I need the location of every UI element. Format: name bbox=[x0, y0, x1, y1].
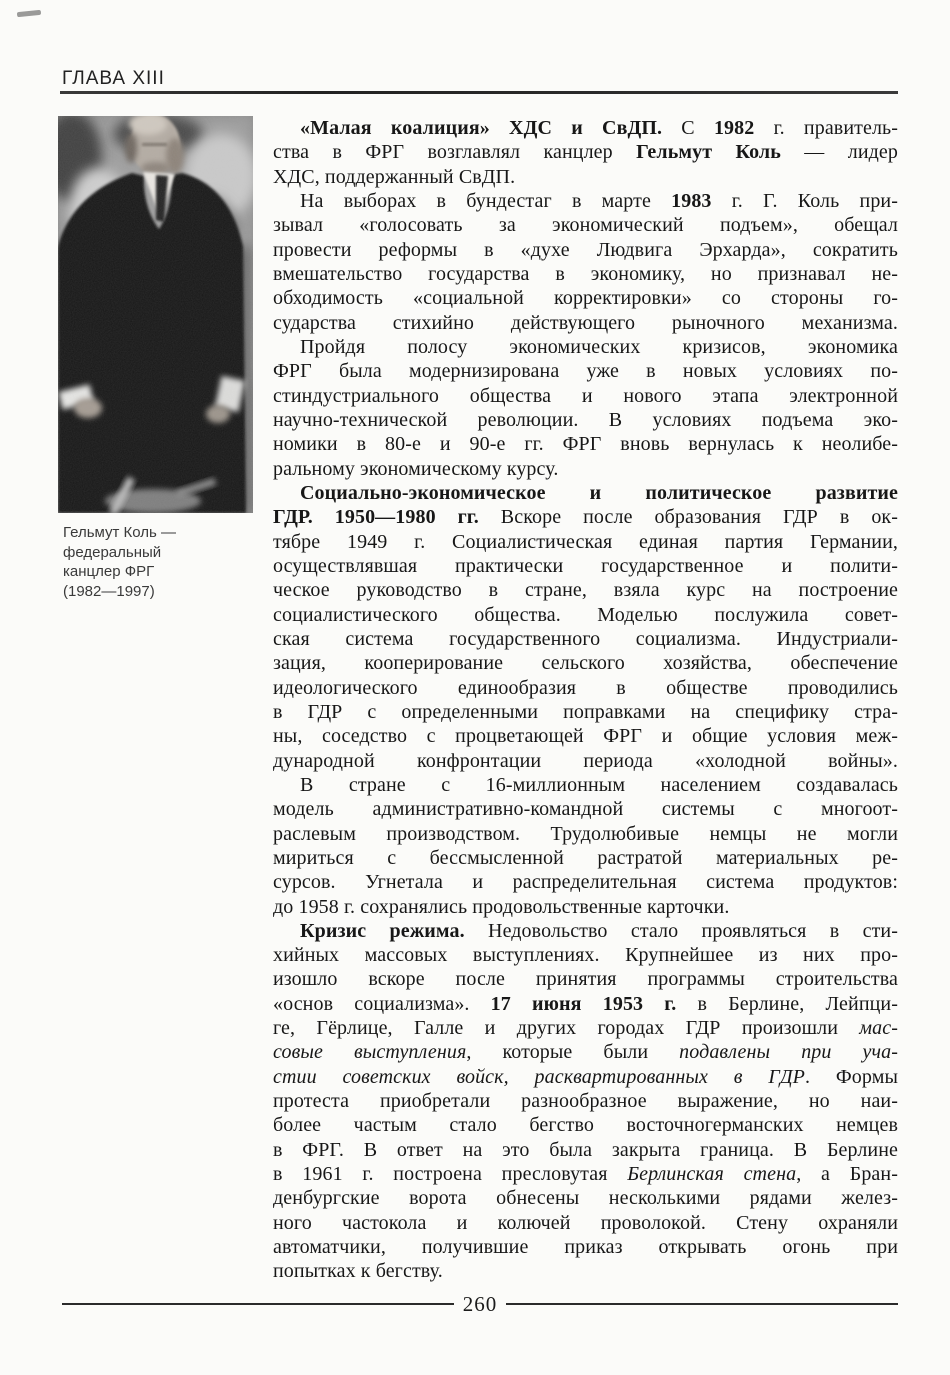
text-line bbox=[273, 749, 898, 773]
italic-run: совые выступления bbox=[273, 1041, 467, 1064]
text-line bbox=[273, 943, 898, 967]
text-run: — лидер bbox=[780, 141, 899, 164]
text-line bbox=[273, 238, 898, 262]
text-run: Недовольство стало проявляться в сти- bbox=[464, 919, 898, 942]
text-run: денбургские ворота обнесены несколькими рядами желез- bbox=[273, 1187, 898, 1210]
text-line bbox=[273, 213, 898, 237]
caption-line: Гельмут Коль — bbox=[63, 524, 177, 541]
text-line bbox=[273, 286, 898, 310]
text-line bbox=[273, 1113, 898, 1137]
text-run: вмешательство государства в экономику, но признавал не- bbox=[273, 262, 898, 285]
text-run: более частым стало бегство восточногерманских немцев bbox=[273, 1114, 898, 1137]
caption-line: федеральный bbox=[63, 543, 162, 561]
text-line bbox=[273, 1235, 898, 1259]
text-run: ФРГ была модернизирована уже в новых условиях по- bbox=[273, 360, 898, 383]
italic-run: мас- bbox=[859, 1017, 898, 1040]
bold-run: «Малая коалиция» ХДС и СвДП. bbox=[300, 117, 663, 139]
kohl-photo bbox=[58, 116, 253, 513]
text-line bbox=[273, 432, 898, 456]
text-line bbox=[273, 627, 898, 651]
text-run: сударства стихийно действующего рыночного механизма. bbox=[273, 311, 898, 334]
text-run: С bbox=[662, 117, 714, 139]
text-line bbox=[273, 895, 898, 919]
text-line bbox=[273, 1089, 898, 1113]
paragraph bbox=[273, 189, 898, 335]
text-run: дународной конфронтации периода «холодной войны». bbox=[273, 749, 898, 772]
photo-caption bbox=[58, 523, 253, 601]
header-rule bbox=[60, 91, 898, 94]
figure-column bbox=[58, 116, 253, 601]
italic-run: подавлены при уча- bbox=[679, 1041, 898, 1064]
page-content bbox=[58, 116, 898, 1284]
text-run: ного частокола и колючей проволокой. Стену охраняли bbox=[273, 1211, 898, 1234]
text-run: в 1961 г. построена пресловутая bbox=[273, 1163, 628, 1186]
text-line bbox=[273, 165, 898, 189]
text-run: стиндустриального общества и нового этапа электронной bbox=[273, 384, 898, 407]
italic-run: стии советских войск, расквартированных в ГДР bbox=[273, 1065, 805, 1088]
text-line bbox=[273, 578, 898, 602]
photo-grain-overlay bbox=[58, 116, 253, 513]
text-line bbox=[273, 384, 898, 408]
text-run: идеологического единообразия в обществе проводились bbox=[273, 676, 898, 699]
text-run: провести реформы в «духе Людвига Эрхарда», сократить bbox=[273, 238, 898, 261]
page-footer bbox=[62, 1294, 898, 1314]
text-line bbox=[273, 189, 898, 213]
text-run: до 1958 г. сохранялись продовольственные карточки. bbox=[273, 895, 730, 918]
bold-run: ГДР. 1950—1980 гг. bbox=[273, 506, 479, 529]
italic-run: Берлинская стена bbox=[627, 1163, 797, 1186]
text-run: ны, соседство с процветающей ФРГ и общие условия меж- bbox=[273, 725, 898, 748]
page-number: 260 bbox=[462, 1292, 498, 1316]
bold-run: 1983 bbox=[671, 189, 712, 212]
bold-run: 1982 bbox=[713, 117, 755, 139]
text-line bbox=[273, 1040, 898, 1064]
text-line bbox=[273, 992, 898, 1016]
caption-line: канцлер ФРГ bbox=[63, 563, 155, 580]
text-line bbox=[273, 140, 898, 164]
text-line bbox=[273, 1016, 898, 1040]
text-column bbox=[273, 116, 898, 1284]
text-line bbox=[273, 1162, 898, 1186]
text-line bbox=[273, 359, 898, 383]
text-run: попытках к бегству. bbox=[273, 1260, 443, 1283]
text-line bbox=[273, 676, 898, 700]
bold-run: Гельмут Коль bbox=[636, 141, 781, 164]
text-run: ХДС, поддержанный СвДП. bbox=[273, 165, 516, 188]
text-run: номики в 80-е и 90-е гг. ФРГ вновь вернулась к неолибе- bbox=[273, 433, 898, 456]
text-run: Вскоре после образования ГДР в ок- bbox=[478, 506, 899, 529]
text-run: тябре 1949 г. Социалистическая единая партия Германии, bbox=[273, 530, 898, 553]
text-run: в Берлине, Лейпци- bbox=[676, 992, 898, 1015]
text-run: «основ социализма». bbox=[273, 992, 491, 1015]
text-line bbox=[273, 724, 898, 748]
text-run: . Формы bbox=[805, 1065, 898, 1088]
text-run: зация, кооперирование сельского хозяйства, обеспечение bbox=[273, 652, 898, 675]
paragraph bbox=[273, 481, 898, 773]
text-line bbox=[273, 311, 898, 335]
text-run: Пройдя полосу экономических кризисов, экономика bbox=[300, 335, 898, 358]
text-line bbox=[273, 262, 898, 286]
bold-run: Социально-экономическое и политическое развитие bbox=[300, 481, 898, 504]
text-run: зывал «голосовать за экономический подъем», обещал bbox=[273, 214, 898, 237]
text-run: ская система государственного социализма. Индустриали- bbox=[273, 627, 898, 650]
paragraph bbox=[273, 919, 898, 1284]
text-line bbox=[273, 530, 898, 554]
text-line bbox=[273, 481, 898, 505]
text-run: г. Г. Коль при- bbox=[711, 189, 898, 212]
text-line bbox=[273, 846, 898, 870]
text-run: в ГДР с определенными поправками на специфику стра- bbox=[273, 700, 898, 723]
text-line bbox=[273, 1259, 898, 1283]
text-line bbox=[273, 967, 898, 991]
text-line bbox=[273, 773, 898, 797]
text-run: ральному экономическому курсу. bbox=[273, 457, 559, 480]
text-line bbox=[273, 919, 898, 943]
text-line bbox=[273, 554, 898, 578]
text-run: модель административно-командной системы с многоот- bbox=[273, 798, 898, 821]
scan-artifact-mark bbox=[17, 10, 41, 17]
text-run: социалистического общества. Моделью послужила совет- bbox=[273, 603, 898, 626]
text-run: ства в ФРГ возглавлял канцлер bbox=[273, 141, 637, 164]
text-line bbox=[273, 1211, 898, 1235]
text-run: раслевым производством. Трудолюбивые немцы не могли bbox=[273, 822, 898, 845]
text-run: хийных массовых выступлениях. Крупнейшее из них про- bbox=[273, 944, 898, 967]
text-run: научно-технической революции. В условиях подъема эко- bbox=[273, 408, 898, 431]
text-run: в ФРГ. В ответ на это была закрыта граница. В Берлине bbox=[273, 1138, 898, 1161]
text-run: сурсов. Угнетала и распределительная система продуктов: bbox=[273, 871, 898, 894]
caption-line: (1982—1997) bbox=[63, 582, 155, 600]
text-run: мириться с бессмысленной растратой материальных ре- bbox=[273, 846, 898, 869]
bold-run: 17 июня 1953 г. bbox=[490, 992, 677, 1015]
text-line bbox=[273, 1138, 898, 1162]
bold-run: Кризис режима. bbox=[300, 919, 465, 942]
text-line bbox=[273, 797, 898, 821]
footer-rule-right bbox=[506, 1303, 898, 1305]
text-run: , а Бран- bbox=[796, 1163, 898, 1186]
text-line bbox=[273, 822, 898, 846]
chapter-heading: ГЛАВА XIII bbox=[62, 68, 165, 89]
text-run: , которые были bbox=[466, 1041, 680, 1064]
paragraph bbox=[273, 773, 898, 919]
text-run: ческое руководство в стране, взяла курс на построение bbox=[273, 579, 898, 602]
text-line bbox=[273, 603, 898, 627]
text-line bbox=[273, 651, 898, 675]
text-line bbox=[273, 335, 898, 359]
text-run: ге, Гёрлице, Галле и других городах ГДР произошли bbox=[273, 1017, 860, 1040]
text-line bbox=[273, 505, 898, 529]
text-run: обходимость «социальной корректировки» со стороны го- bbox=[273, 287, 898, 310]
footer-rule-left bbox=[62, 1303, 454, 1305]
text-run: г. правитель- bbox=[754, 117, 899, 139]
paragraph bbox=[273, 116, 898, 189]
text-line bbox=[273, 457, 898, 481]
text-run: осуществлявшая практически государственное и полити- bbox=[273, 554, 898, 577]
text-line bbox=[273, 700, 898, 724]
text-line bbox=[273, 1065, 898, 1089]
text-line bbox=[273, 408, 898, 432]
paragraph bbox=[273, 335, 898, 481]
text-run: В стране с 16-миллионным населением создавалась bbox=[300, 773, 898, 796]
text-line bbox=[273, 1186, 898, 1210]
text-line bbox=[273, 116, 898, 140]
text-run: изошло вскоре после принятия программы строительства bbox=[273, 968, 898, 991]
text-run: протеста приобретали разнообразное выражение, но наи- bbox=[273, 1090, 898, 1113]
text-line bbox=[273, 870, 898, 894]
text-run: автоматчики, получившие приказ открывать огонь при bbox=[273, 1236, 898, 1259]
text-run: На выборах в бундестаг в марте bbox=[300, 189, 672, 212]
